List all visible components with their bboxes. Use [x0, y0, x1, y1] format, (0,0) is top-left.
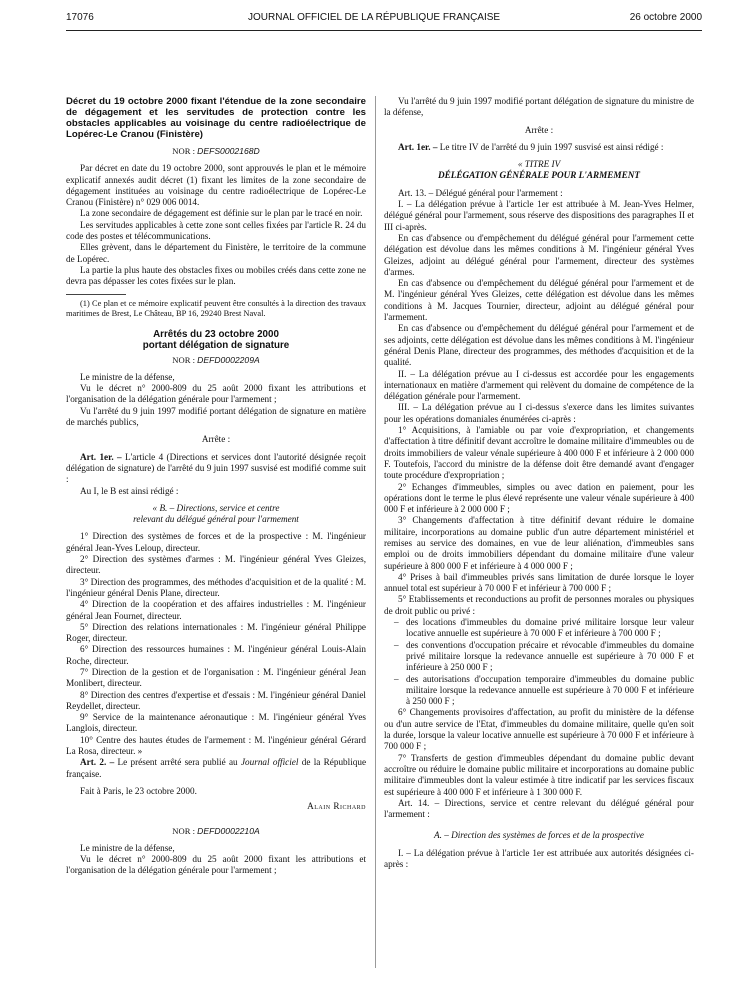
- decree-title: Décret du 19 octobre 2000 fixant l'étendue de la zone secondaire de dégagement et les servitudes de protection contre les obstacles applicables au voisinage du centre radioélectrique de Lopérec-Le Cranou (Finistère): [66, 96, 366, 140]
- journal-title: JOURNAL OFFICIEL DE LA RÉPUBLIQUE FRANÇAISE: [248, 12, 501, 23]
- page-number: 17076: [66, 12, 94, 23]
- paragraph: I. – La délégation prévue à l'article 1er est attribuée à M. Jean-Yves Helmer, délégué général pour l'armement, sous réserve des dispositions des paragraphes II et III ci-après.: [384, 199, 694, 232]
- article-1: Art. 1er. – Le titre IV de l'arrêté du 9 juin 1997 susvisé est ainsi rédigé :: [398, 141, 664, 152]
- paragraph: En cas d'absence ou d'empêchement du délégué général pour l'armement et de M. l'ingénieur général Yves Gleizes, cette délégation est dévolue dans les mêmes conditions à M. Jacques Tournier, directeur, adjoint au délégué général pour l'armement.: [384, 278, 694, 323]
- direction-item: 3° Direction des programmes, des méthodes d'acquisition et de la qualité : M. l'ingénieur général Denis Plane, directeur.: [66, 576, 366, 598]
- dash-item: – des locations d'immeubles du domaine privé militaire lorsque leur valeur locative annuelle est supérieure à 70 000 F et inférieure à 700 000 F ;: [384, 617, 694, 640]
- arrete2-nor: NOR : DEFD0002210A: [172, 825, 260, 836]
- column-rule: [375, 96, 376, 968]
- au-line: Au I, le B est ainsi rédigé :: [80, 485, 179, 496]
- section-b-heading: « B. – Directions, service et centre: [152, 502, 280, 513]
- dash-list: [384, 617, 694, 707]
- article-1: Art. 1er. – L'article 4 (Directions et services dont l'autorité désignée reçoit délégation de signature) de l'arrêté du 9 juin 1997 susvisé est modifié comme suit :: [66, 451, 366, 485]
- article-13: Art. 13. – Délégué général pour l'armement :: [398, 187, 563, 198]
- paragraph: En cas d'absence ou d'empêchement du délégué général pour l'armement cette délégation est dévolue dans les mêmes conditions à M. l'ingénieur général Yves Gleizes, adjoint au délégué général pour l'armement, directeur des systèmes d'armes.: [384, 232, 694, 277]
- dash-item: – des conventions d'occupation précaire et révocable d'immeubles du domaine privé militaire lorsque la redevance annuelle est supérieure à 70 000 F et inférieure à 250 000 F ;: [384, 640, 694, 674]
- arrete1-nor-code: DEFD0002209A: [197, 354, 260, 365]
- article-14: Art. 14. – Directions, service et centre relevant du délégué général pour l'armement :: [384, 797, 694, 820]
- direction-item: 2° Direction des systèmes d'armes : M. l'ingénieur général Yves Gleizes, directeur.: [66, 554, 366, 576]
- direction-item: 1° Direction des systèmes de forces et de la prospective : M. l'ingénieur général Jean-Yves Leloup, directeur.: [66, 531, 366, 553]
- paragraph: En cas d'absence ou d'empêchement du délégué général pour l'armement et de ses adjoints, cette délégation est dévolue dans les mêmes conditions à M. l'ingénieur général Denis Plane, directeur des programmes, des méthodes d'acquisition et de la qualité.: [384, 323, 694, 368]
- paragraph: II. – La délégation prévue au I ci-dessus est accordée pour les engagements internationaux en matière d'armement qui relèvent du domaine de compétence de la délégation générale pour l'armement.: [384, 368, 694, 402]
- direction-item: 5° Direction des relations internationales : M. l'ingénieur général Philippe Roger, directeur.: [66, 621, 366, 644]
- titre-heading: « TITRE IV: [517, 159, 561, 170]
- minister: Le ministre de la défense,: [80, 842, 175, 853]
- decree-para: La partie la plus haute des obstacles fixes ou mobiles créés dans cette zone ne devra pas dépasser les cotes fixées sur le plan.: [66, 264, 366, 287]
- arrete-label: Arrête :: [201, 434, 231, 445]
- paragraph: 3° Changements d'affectation à titre définitif devant réduire le domaine militaire, incorporations au domaine public d'un autre département ministériel et remises au service des domaines, en vue de leur aliénation, d'immeubles sans emploi ou de droits immobiliers dépendant du domaine militaire d'une valeur supérieure à 800 000 F et inférieure à 4 000 000 F ;: [384, 515, 694, 571]
- fait-a: Fait à Paris, le 23 octobre 2000.: [80, 785, 197, 796]
- arretes-subtitle: portant délégation de signature: [142, 340, 290, 352]
- right-column: [384, 96, 694, 870]
- direction-item: 8° Direction des centres d'expertise et d'essais : M. l'ingénieur général Daniel Reydellet, directeur.: [66, 689, 366, 711]
- section-a-heading: A. – Direction des systèmes de forces et de la prospective: [434, 830, 644, 841]
- left-column: [66, 96, 366, 877]
- direction-item: 9° Service de la maintenance aéronautique : M. l'ingénieur général Yves Langlois, directeur.: [66, 712, 366, 734]
- arrete-label: Arrête :: [524, 124, 554, 135]
- direction-item: 4° Direction de la coopération et des affaires industrielles : M. l'ingénieur général Jean Fournet, directeur.: [66, 599, 366, 621]
- decree-para: Elles grèvent, dans le département du Finistère, le territoire de la commune de Lopérec.: [66, 242, 366, 264]
- minister: Le ministre de la défense,: [80, 371, 175, 382]
- arretes-title: Arrêtés du 23 octobre 2000: [153, 328, 279, 340]
- direction-item: 6° Direction des ressources humaines : M. l'ingénieur général Louis-Alain Roche, directeur.: [66, 644, 366, 666]
- decree-nor: NOR : DEFS0002168D: [172, 146, 260, 156]
- paragraph: 1° Acquisitions, à l'amiable ou par voie d'expropriation, et changements d'affectation à titre définitif devant accroître le domaine militaire d'immeubles ou de droits immobiliers de valeur vénale supérieure à 400 000 F et inférieure à 2 000 000 F. Toutefois, l'accord du ministre de la défense doit être demandé avant d'engager toute procédure d'expropriation ;: [384, 425, 694, 481]
- article-2: Art. 2. – Le présent arrêté sera publié au Journal officiel de la République française.: [66, 757, 367, 779]
- issue-date: 26 octobre 2000: [629, 12, 702, 23]
- arrete2-nor-code: DEFD0002210A: [197, 825, 260, 836]
- paragraph: 7° Transferts de gestion d'immeubles dépendant du domaine public devant accroître ou réduire le domaine public militaire et incorporations au domaine public militaire d'immeubles dont la valeur estimée à titre indicatif par les services fiscaux est supérieure à 400 000 F et inférieure à 1 300 000 F.: [384, 752, 694, 797]
- paragraph: 5° Etablissements et reconductions au profit de personnes morales ou physiques de droit public ou privé :: [384, 594, 694, 616]
- arrete1-nor: NOR : DEFD0002209A: [172, 354, 260, 365]
- direction-item: 7° Direction de la gestion et de l'organisation : M. l'ingénieur général Jean Monlibert, directeur.: [66, 666, 366, 689]
- visa: Vu l'arrêté du 9 juin 1997 modifié portant délégation de signature en matière de marchés publics,: [66, 405, 366, 428]
- decree-para: Les servitudes applicables à cette zone sont celles fixées par l'article R. 24 du code des postes et télécommunications.: [66, 219, 366, 242]
- decree-nor-code: DEFS0002168D: [197, 146, 260, 156]
- decree-para: Par décret en date du 19 octobre 2000, sont approuvés le plan et le mémoire explicatif annexés audit décret (1) fixant les limites de la zone secondaire de dégagement instituées au voisinage du centre radioélectrique de Lopérec-Le Cranou (Finistère) n° 029 006 0014.: [66, 163, 366, 208]
- paragraph: I. – La délégation prévue à l'article 1er est attribuée aux autorités désignées ci-après :: [384, 847, 694, 869]
- paragraph: 6° Changements provisoires d'affectation, au profit du ministère de la défense ou d'un autre service de l'Etat, d'immeubles du domaine militaire, quelle qu'en soit la durée, lorsque la valeur locative annuelle est supérieure à 70 000 F et inférieure à 700 000 F ;: [384, 707, 694, 752]
- visa: Vu l'arrêté du 9 juin 1997 modifié portant délégation de signature du ministre de la défense,: [384, 96, 694, 118]
- signature: Alain Richard: [307, 801, 366, 812]
- section-b-subheading: relevant du délégué général pour l'armement: [133, 514, 299, 525]
- footnote: (1) Ce plan et ce mémoire explicatif peuvent être consultés à la direction des travaux maritimes de Brest, Le Château, BP 16, 29240 Brest Naval.: [66, 298, 366, 318]
- paragraph: III. – La délégation prévue au I ci-dessus s'exerce dans les limites suivantes pour les opérations domaniales énumérées ci-après :: [384, 402, 694, 424]
- header-rule: [66, 30, 702, 31]
- visa: Vu le décret n° 2000-809 du 25 août 2000 fixant les attributions et l'organisation de la délégation générale pour l'armement ;: [66, 854, 366, 876]
- paragraph: 4° Prises à bail d'immeubles privés sans limitation de durée lorsque le loyer annuel total est supérieur à 70 000 F et inférieur à 700 000 F ;: [384, 571, 694, 594]
- direction-item: 10° Centre des hautes études de l'armement : M. l'ingénieur général Gérard La Rosa, directeur. »: [66, 734, 366, 757]
- paragraph: 2° Echanges d'immeubles, simples ou avec dation en paiement, pour les opérations dont le terme le plus élevé représente une valeur vénale supérieure à 400 000 F et inférieure à 2 000 000 F ;: [384, 481, 694, 515]
- visa: Vu le décret n° 2000-809 du 25 août 2000 fixant les attributions et l'organisation de la délégation générale pour l'armement ;: [66, 383, 366, 405]
- decree-para: La zone secondaire de dégagement est définie sur le plan par le tracé en noir.: [80, 208, 363, 219]
- dash-item: – des autorisations d'occupation temporaire d'immeubles du domaine public militaire lorsque la redevance annuelle est supérieure à 70 000 F et inférieure à 250 000 F ;: [384, 674, 694, 708]
- page-header: [0, 0, 748, 30]
- titre-subheading: DÉLÉGATION GÉNÉRALE POUR L'ARMEMENT: [438, 170, 640, 181]
- footnote-rule: [66, 294, 126, 295]
